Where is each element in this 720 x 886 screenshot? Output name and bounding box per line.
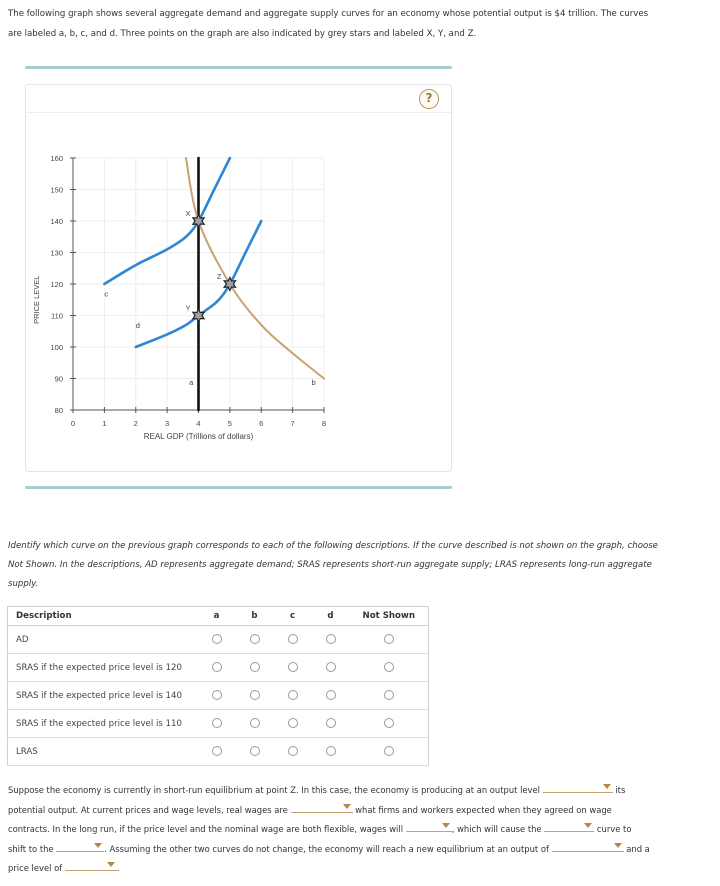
x-tick-label: 2 xyxy=(133,419,138,428)
real-wages-dropdown[interactable] xyxy=(291,802,353,813)
x-tick-label: 8 xyxy=(321,419,327,428)
radio-lras-a[interactable] xyxy=(212,746,222,756)
radio-sras120-b[interactable] xyxy=(250,662,260,672)
question-text: contracts. In the long run, if the price level and the nominal wage are both flexible, wages will xyxy=(8,824,404,834)
table-row xyxy=(8,682,429,710)
chart-points xyxy=(186,209,236,322)
dropdown-arrow-icon xyxy=(94,843,102,848)
intro-line-1: The following graph shows several aggregate demand and aggregate supply curves for an economy whose potential output is $4 trillion. The curves xyxy=(8,9,649,19)
radio-sras110-a[interactable] xyxy=(212,718,222,728)
radio-ad-b[interactable] xyxy=(250,634,260,644)
y-tick-label: 160 xyxy=(50,154,63,163)
x-tick-label: 1 xyxy=(102,419,107,428)
dropdown-arrow-icon xyxy=(343,804,351,809)
curve-dropdown[interactable] xyxy=(544,821,594,832)
x-tick-label: 5 xyxy=(227,419,232,428)
y-tick-label: 80 xyxy=(54,406,63,415)
radio-ad-d[interactable] xyxy=(326,634,336,644)
x-tick-label: 0 xyxy=(70,419,76,428)
radio-sras120-not-shown[interactable] xyxy=(384,662,394,672)
question-text: what firms and workers expected when they agreed on wage xyxy=(355,804,612,815)
radio-lras-c[interactable] xyxy=(288,746,298,756)
table-header-row xyxy=(8,607,429,626)
question-text: price level of xyxy=(8,863,63,873)
y-tick-label: 100 xyxy=(50,343,63,352)
y-tick-label: 120 xyxy=(50,280,63,289)
radio-sras140-d[interactable] xyxy=(326,690,336,700)
wages-change-dropdown[interactable] xyxy=(406,821,452,832)
question-text: . xyxy=(116,863,120,873)
y-tick-label: 130 xyxy=(50,248,63,258)
shift-direction-dropdown[interactable] xyxy=(56,841,104,852)
radio-lras-d[interactable] xyxy=(326,746,336,756)
radio-sras140-b[interactable] xyxy=(250,690,260,700)
table-row xyxy=(8,626,429,654)
header-not-shown: Not Shown xyxy=(350,607,429,626)
question-text: , which will cause the xyxy=(451,824,542,834)
question-mark-icon: ? xyxy=(425,91,433,105)
x-tick-label: 3 xyxy=(165,419,170,428)
radio-sras140-a[interactable] xyxy=(212,690,222,700)
question-line-5 xyxy=(8,859,720,879)
row-description: SRAS if the expected price level is 110 xyxy=(8,710,198,738)
radio-sras120-d[interactable] xyxy=(326,662,336,672)
radio-sras110-d[interactable] xyxy=(326,718,336,728)
radio-sras120-c[interactable] xyxy=(288,662,298,672)
question-line-1 xyxy=(8,781,720,801)
question-text: potential output. At current prices and wage levels, real wages are xyxy=(8,804,288,815)
row-description: LRAS xyxy=(8,738,198,766)
table-row xyxy=(8,738,429,766)
new-price-level-dropdown[interactable] xyxy=(65,860,117,871)
question-text: its xyxy=(615,785,626,795)
curve-label-d: d xyxy=(135,321,140,331)
instructions-line-1: Identify which curve on the previous graph corresponds to each of the following descriptions. If the curve described is not shown on the graph, choose xyxy=(8,541,658,551)
question-text: curve to xyxy=(596,824,632,834)
dropdown-arrow-icon xyxy=(107,862,115,867)
bottom-divider xyxy=(25,486,452,489)
question-line-3 xyxy=(8,820,720,840)
curve-label-a: a xyxy=(189,377,194,387)
radio-lras-b[interactable] xyxy=(250,746,260,756)
question-line-2 xyxy=(8,801,720,821)
radio-lras-not-shown[interactable] xyxy=(384,746,394,756)
curve-label-c: c xyxy=(104,289,109,299)
point-label-y: Y xyxy=(185,303,191,313)
radio-sras140-not-shown[interactable] xyxy=(384,690,394,700)
radio-ad-c[interactable] xyxy=(288,634,298,644)
header-description: Description xyxy=(8,607,198,626)
row-description: SRAS if the expected price level is 120 xyxy=(8,654,198,682)
y-tick-label: 90 xyxy=(54,374,63,384)
row-description: SRAS if the expected price level is 140 xyxy=(8,682,198,710)
x-tick-label: 6 xyxy=(259,419,264,428)
radio-sras120-a[interactable] xyxy=(212,662,222,672)
question-text: Suppose the economy is currently in short-run equilibrium at point Z. In this case, the economy is producing at an output level xyxy=(8,785,540,795)
radio-sras140-c[interactable] xyxy=(288,690,298,700)
instructions-line-2: Not Shown. In the descriptions, AD represents aggregate demand; SRAS represents short-run aggregate supply; LRAS represents long-run aggregate xyxy=(8,560,652,570)
curve-b xyxy=(186,158,324,379)
dropdown-arrow-icon xyxy=(442,823,450,828)
new-output-dropdown[interactable] xyxy=(552,841,624,852)
dropdown-arrow-icon xyxy=(603,784,611,789)
radio-sras110-c[interactable] xyxy=(288,718,298,728)
question-text: shift to the xyxy=(8,843,54,854)
y-axis-title: PRICE LEVEL xyxy=(32,275,41,324)
instructions-line-3: supply. xyxy=(8,579,39,589)
question-text: and a xyxy=(626,843,650,854)
instructions-text xyxy=(8,537,720,594)
table-row xyxy=(8,654,429,682)
curve-label-b: b xyxy=(311,377,316,387)
table-row xyxy=(8,710,429,738)
intro-line-2: are labeled a, b, c, and d. Three points on the graph are also indicated by grey stars and labeled X, Y, and Z. xyxy=(8,29,477,39)
radio-ad-not-shown[interactable] xyxy=(384,634,394,644)
curve-matching-table xyxy=(7,606,429,766)
row-description: AD xyxy=(8,626,198,654)
header-a: a xyxy=(198,607,236,626)
radio-ad-a[interactable] xyxy=(212,634,222,644)
equilibrium-question xyxy=(8,781,720,879)
point-label-z: Z xyxy=(216,272,222,281)
header-d: d xyxy=(312,607,350,626)
dropdown-arrow-icon xyxy=(614,843,622,848)
radio-sras110-b[interactable] xyxy=(250,718,260,728)
x-tick-label: 7 xyxy=(290,419,295,428)
point-label-x: X xyxy=(185,209,191,218)
dropdown-arrow-icon xyxy=(584,823,592,828)
x-axis-title: REAL GDP (Trillions of dollars) xyxy=(143,432,254,441)
chart-axes xyxy=(32,154,326,441)
question-line-4 xyxy=(8,840,720,860)
question-text: . Assuming the other two curves do not change, the economy will reach a new equilibrium at an output of xyxy=(104,843,549,854)
radio-sras110-not-shown[interactable] xyxy=(384,718,394,728)
output-level-dropdown[interactable] xyxy=(543,782,613,793)
header-c: c xyxy=(274,607,312,626)
y-tick-label: 150 xyxy=(50,185,63,195)
y-tick-label: 110 xyxy=(51,311,63,321)
x-tick-label: 4 xyxy=(196,419,201,428)
y-tick-label: 140 xyxy=(50,217,63,226)
header-b: b xyxy=(236,607,274,626)
